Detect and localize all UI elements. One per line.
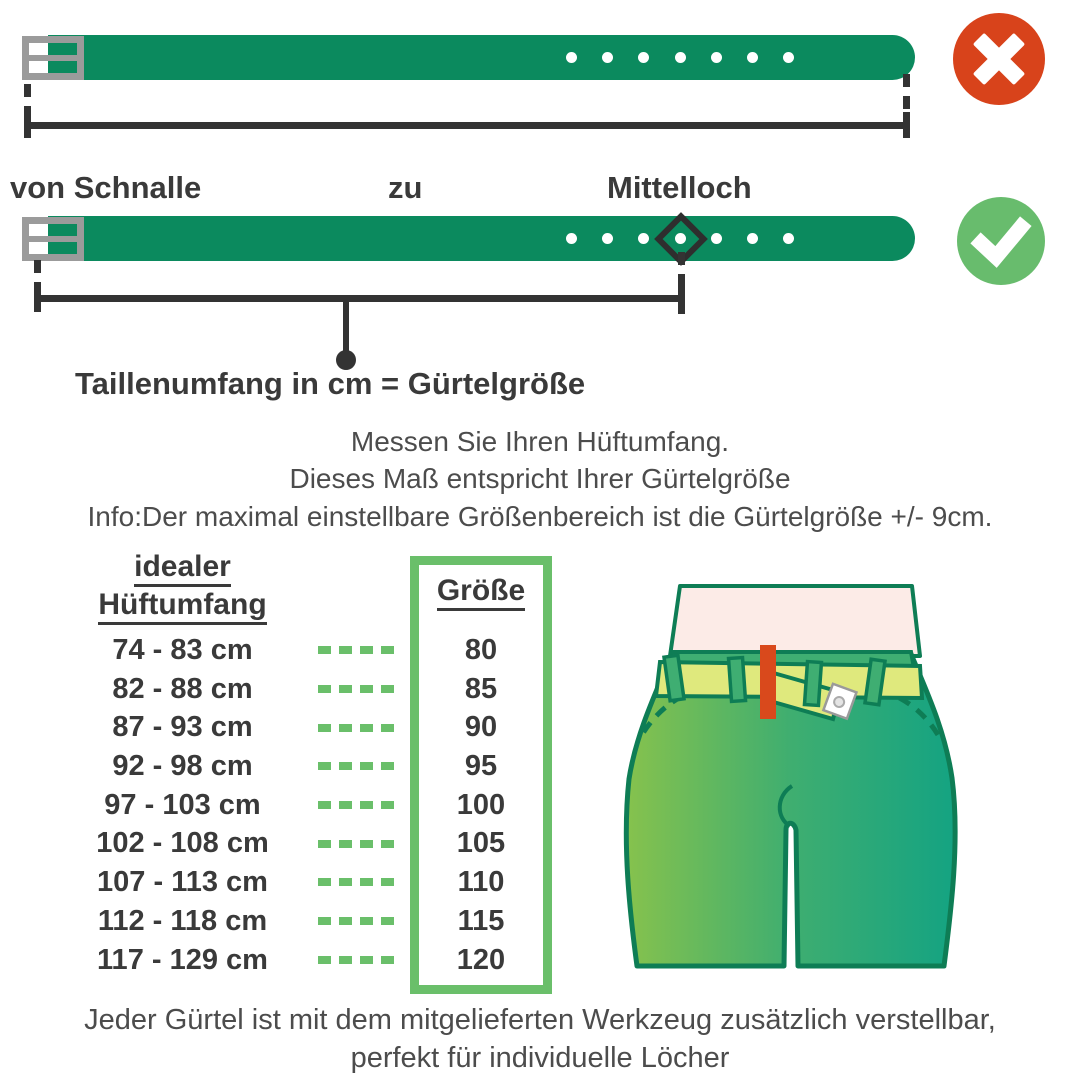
belt-hole bbox=[566, 233, 577, 244]
table-column-sizes bbox=[410, 631, 552, 979]
row-connector-dashes bbox=[318, 747, 402, 786]
waist-skin bbox=[670, 586, 920, 656]
row-connector-dashes bbox=[318, 708, 402, 747]
measure-guide-dashed bbox=[903, 74, 910, 114]
table-column-connectors bbox=[318, 631, 402, 979]
table-row-range: 117 - 129 cm bbox=[97, 943, 268, 976]
table-row-range: 74 - 83 cm bbox=[112, 634, 253, 666]
jeans-illustration bbox=[610, 572, 975, 1007]
row-connector-dashes bbox=[318, 631, 402, 670]
wrong-measure-diagram bbox=[0, 0, 1080, 160]
belt-hole bbox=[638, 233, 649, 244]
instruction-line-1: Messen Sie Ihren Hüftumfang. bbox=[350, 426, 730, 457]
table-row-size: 90 bbox=[464, 711, 498, 744]
table-row-size: 85 bbox=[464, 672, 498, 705]
belt-hole bbox=[711, 233, 722, 244]
buckle-prong bbox=[26, 236, 84, 242]
x-icon bbox=[953, 13, 1045, 105]
label-to: zu bbox=[388, 170, 423, 205]
table-header-size: Größe bbox=[410, 572, 552, 610]
belt-loop bbox=[729, 658, 746, 702]
table-row-size: 80 bbox=[464, 634, 498, 666]
belt-hole bbox=[602, 233, 613, 244]
check-icon bbox=[957, 197, 1045, 285]
instruction-line-3: Info:Der maximal einstellbare Größenbereich ist die Gürtelgröße +/- 9cm. bbox=[87, 501, 993, 532]
belt-hole bbox=[566, 52, 577, 63]
belt-hole bbox=[638, 52, 649, 63]
table-row-size: 115 bbox=[457, 904, 505, 937]
table-row-range: 112 - 118 cm bbox=[97, 904, 268, 937]
table-row-size: 100 bbox=[456, 788, 506, 821]
table-column-ranges bbox=[55, 631, 310, 979]
belt-hole bbox=[783, 233, 794, 244]
label-from-buckle: von Schnalle bbox=[10, 170, 202, 205]
measure-line-wrong bbox=[27, 122, 907, 129]
belt-hole bbox=[747, 52, 758, 63]
belt-hole bbox=[711, 52, 722, 63]
belt-hole bbox=[747, 233, 758, 244]
table-row-range: 97 - 103 cm bbox=[104, 788, 261, 821]
measure-end-tick bbox=[678, 284, 685, 314]
table-row-range: 107 - 113 cm bbox=[97, 866, 268, 899]
table-row-size: 110 bbox=[457, 866, 505, 899]
correct-measure-diagram bbox=[0, 160, 1080, 380]
table-row-range: 87 - 93 cm bbox=[112, 711, 253, 744]
section-heading: Taillenumfang in cm = Gürtelgröße bbox=[75, 366, 586, 401]
buckle-prong bbox=[26, 55, 84, 61]
table-row-size: 120 bbox=[456, 943, 506, 976]
row-connector-dashes bbox=[318, 863, 402, 902]
row-connector-dashes bbox=[318, 941, 402, 980]
footer-line-2: perfekt für individuelle Löcher bbox=[350, 1042, 730, 1074]
belt-hole bbox=[675, 52, 686, 63]
table-row-range: 82 - 88 cm bbox=[112, 672, 253, 705]
table-row-size: 95 bbox=[464, 750, 498, 783]
measure-guide-dashed bbox=[678, 252, 685, 284]
belt-hole bbox=[602, 52, 613, 63]
footer-line-1: Jeder Gürtel ist mit dem mitgelieferten Werkzeug zusätzlich verstellbar, bbox=[84, 1004, 996, 1036]
row-connector-dashes bbox=[318, 824, 402, 863]
waist-size-pointer-line bbox=[343, 298, 349, 352]
row-connector-dashes bbox=[318, 670, 402, 709]
measure-line-correct bbox=[37, 295, 685, 302]
label-middle-hole: Mittelloch bbox=[607, 170, 752, 205]
table-header-hip-circumference: idealer Hüftumfang bbox=[55, 548, 310, 624]
table-row-size: 105 bbox=[456, 827, 506, 860]
row-connector-dashes bbox=[318, 786, 402, 825]
measure-end-tick bbox=[903, 112, 910, 138]
table-row-range: 92 - 98 cm bbox=[112, 750, 253, 783]
belt-loop bbox=[804, 662, 821, 706]
red-size-marker bbox=[760, 645, 776, 719]
table-row-range: 102 - 108 cm bbox=[96, 827, 269, 860]
row-connector-dashes bbox=[318, 902, 402, 941]
instruction-line-2: Dieses Maß entspricht Ihrer Gürtelgröße bbox=[289, 463, 791, 494]
belt-hole bbox=[783, 52, 794, 63]
